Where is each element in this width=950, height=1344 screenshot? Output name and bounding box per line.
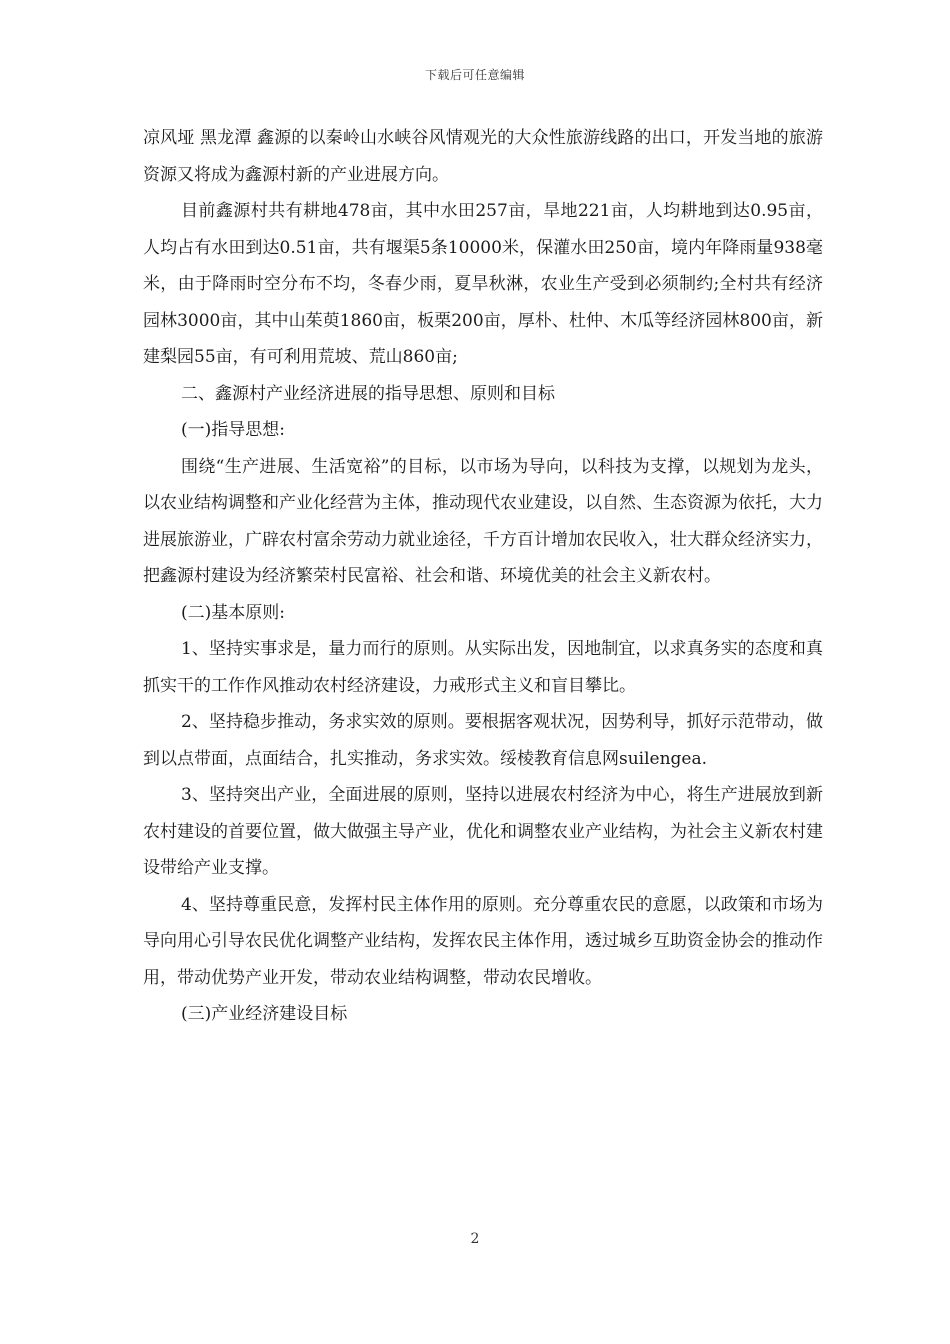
subheading-basic-principles: (二)基本原则: xyxy=(181,602,285,623)
subheading-construction-goals: (三)产业经济建设目标 xyxy=(181,1004,348,1024)
subheading-guiding-thought: (一)指导思想: xyxy=(181,420,285,440)
principle-item-2: 2、坚持稳步推动，务求实效的原则。要根据客观状况，因势利导，抓好示范带动，做到以点带面，点面结合，扎实推动，务求实效。绥棱教育信息网suilengea. xyxy=(143,712,823,769)
paragraph-land-resources: 目前鑫源村共有耕地478亩，其中水田257亩，旱地221亩，人均耕地到达0.95亩，人均占有水田到达0.51亩，共有堰渠5条10000米，保灌水田250亩，境内年降雨量938毫米，由于降雨时空分布不均，冬春少雨，夏旱秋淋，农业生产受到必须制约;全村共有经济园林3000亩，其中山茱萸1860亩，板栗200亩，厚朴、杜仲、木瓜等经济园林800亩，新建梨园55亩，有可利用荒坡、荒山860亩; xyxy=(143,201,823,367)
page-number: 2 xyxy=(470,1231,480,1247)
principle-item-3: 3、坚持突出产业，全面进展的原则，坚持以进展农村经济为中心，将生产进展放到新农村建设的首要位置，做大做强主导产业，优化和调整农业产业结构，为社会主义新农村建设带给产业支撑。 xyxy=(143,785,823,878)
principle-item-4: 4、坚持尊重民意，发挥村民主体作用的原则。充分尊重农民的意愿，以政策和市场为导向用心引导农民优化调整产业结构，发挥农民主体作用，透过城乡互助资金协会的推动作用，带动优势产业开发，带动农业结构调整，带动农民增收。 xyxy=(143,894,823,988)
section-heading-guiding: 二、鑫源村产业经济进展的指导思想、原则和目标 xyxy=(181,383,555,404)
principle-item-1: 1、坚持实事求是，量力而行的原则。从实际出发，因地制宜，以求真务实的态度和真抓实干的工作作风推动农村经济建设，力戒形式主义和盲目攀比。 xyxy=(143,639,823,696)
paragraph-guiding-thought: 围绕“生产进展、生活宽裕”的目标，以市场为导向，以科技为支撑，以规划为龙头，以农业结构调整和产业化经营为主体，推动现代农业建设，以自然、生态资源为依托，大力进展旅游业，广辟农村富余劳动力就业途径，千方百计增加农民收入，壮大群众经济实力，把鑫源村建设为经济繁荣村民富裕、社会和谐、环境优美的社会主义新农村。 xyxy=(143,456,823,586)
page-header: 下载后可任意编辑 xyxy=(424,68,525,82)
paragraph-tourism: 凉风垭 黑龙潭 鑫源的以秦岭山水峡谷风情观光的大众性旅游线路的出口，开发当地的旅游资源又将成为鑫源村新的产业进展方向。 xyxy=(143,128,823,185)
document-body xyxy=(143,120,823,1033)
